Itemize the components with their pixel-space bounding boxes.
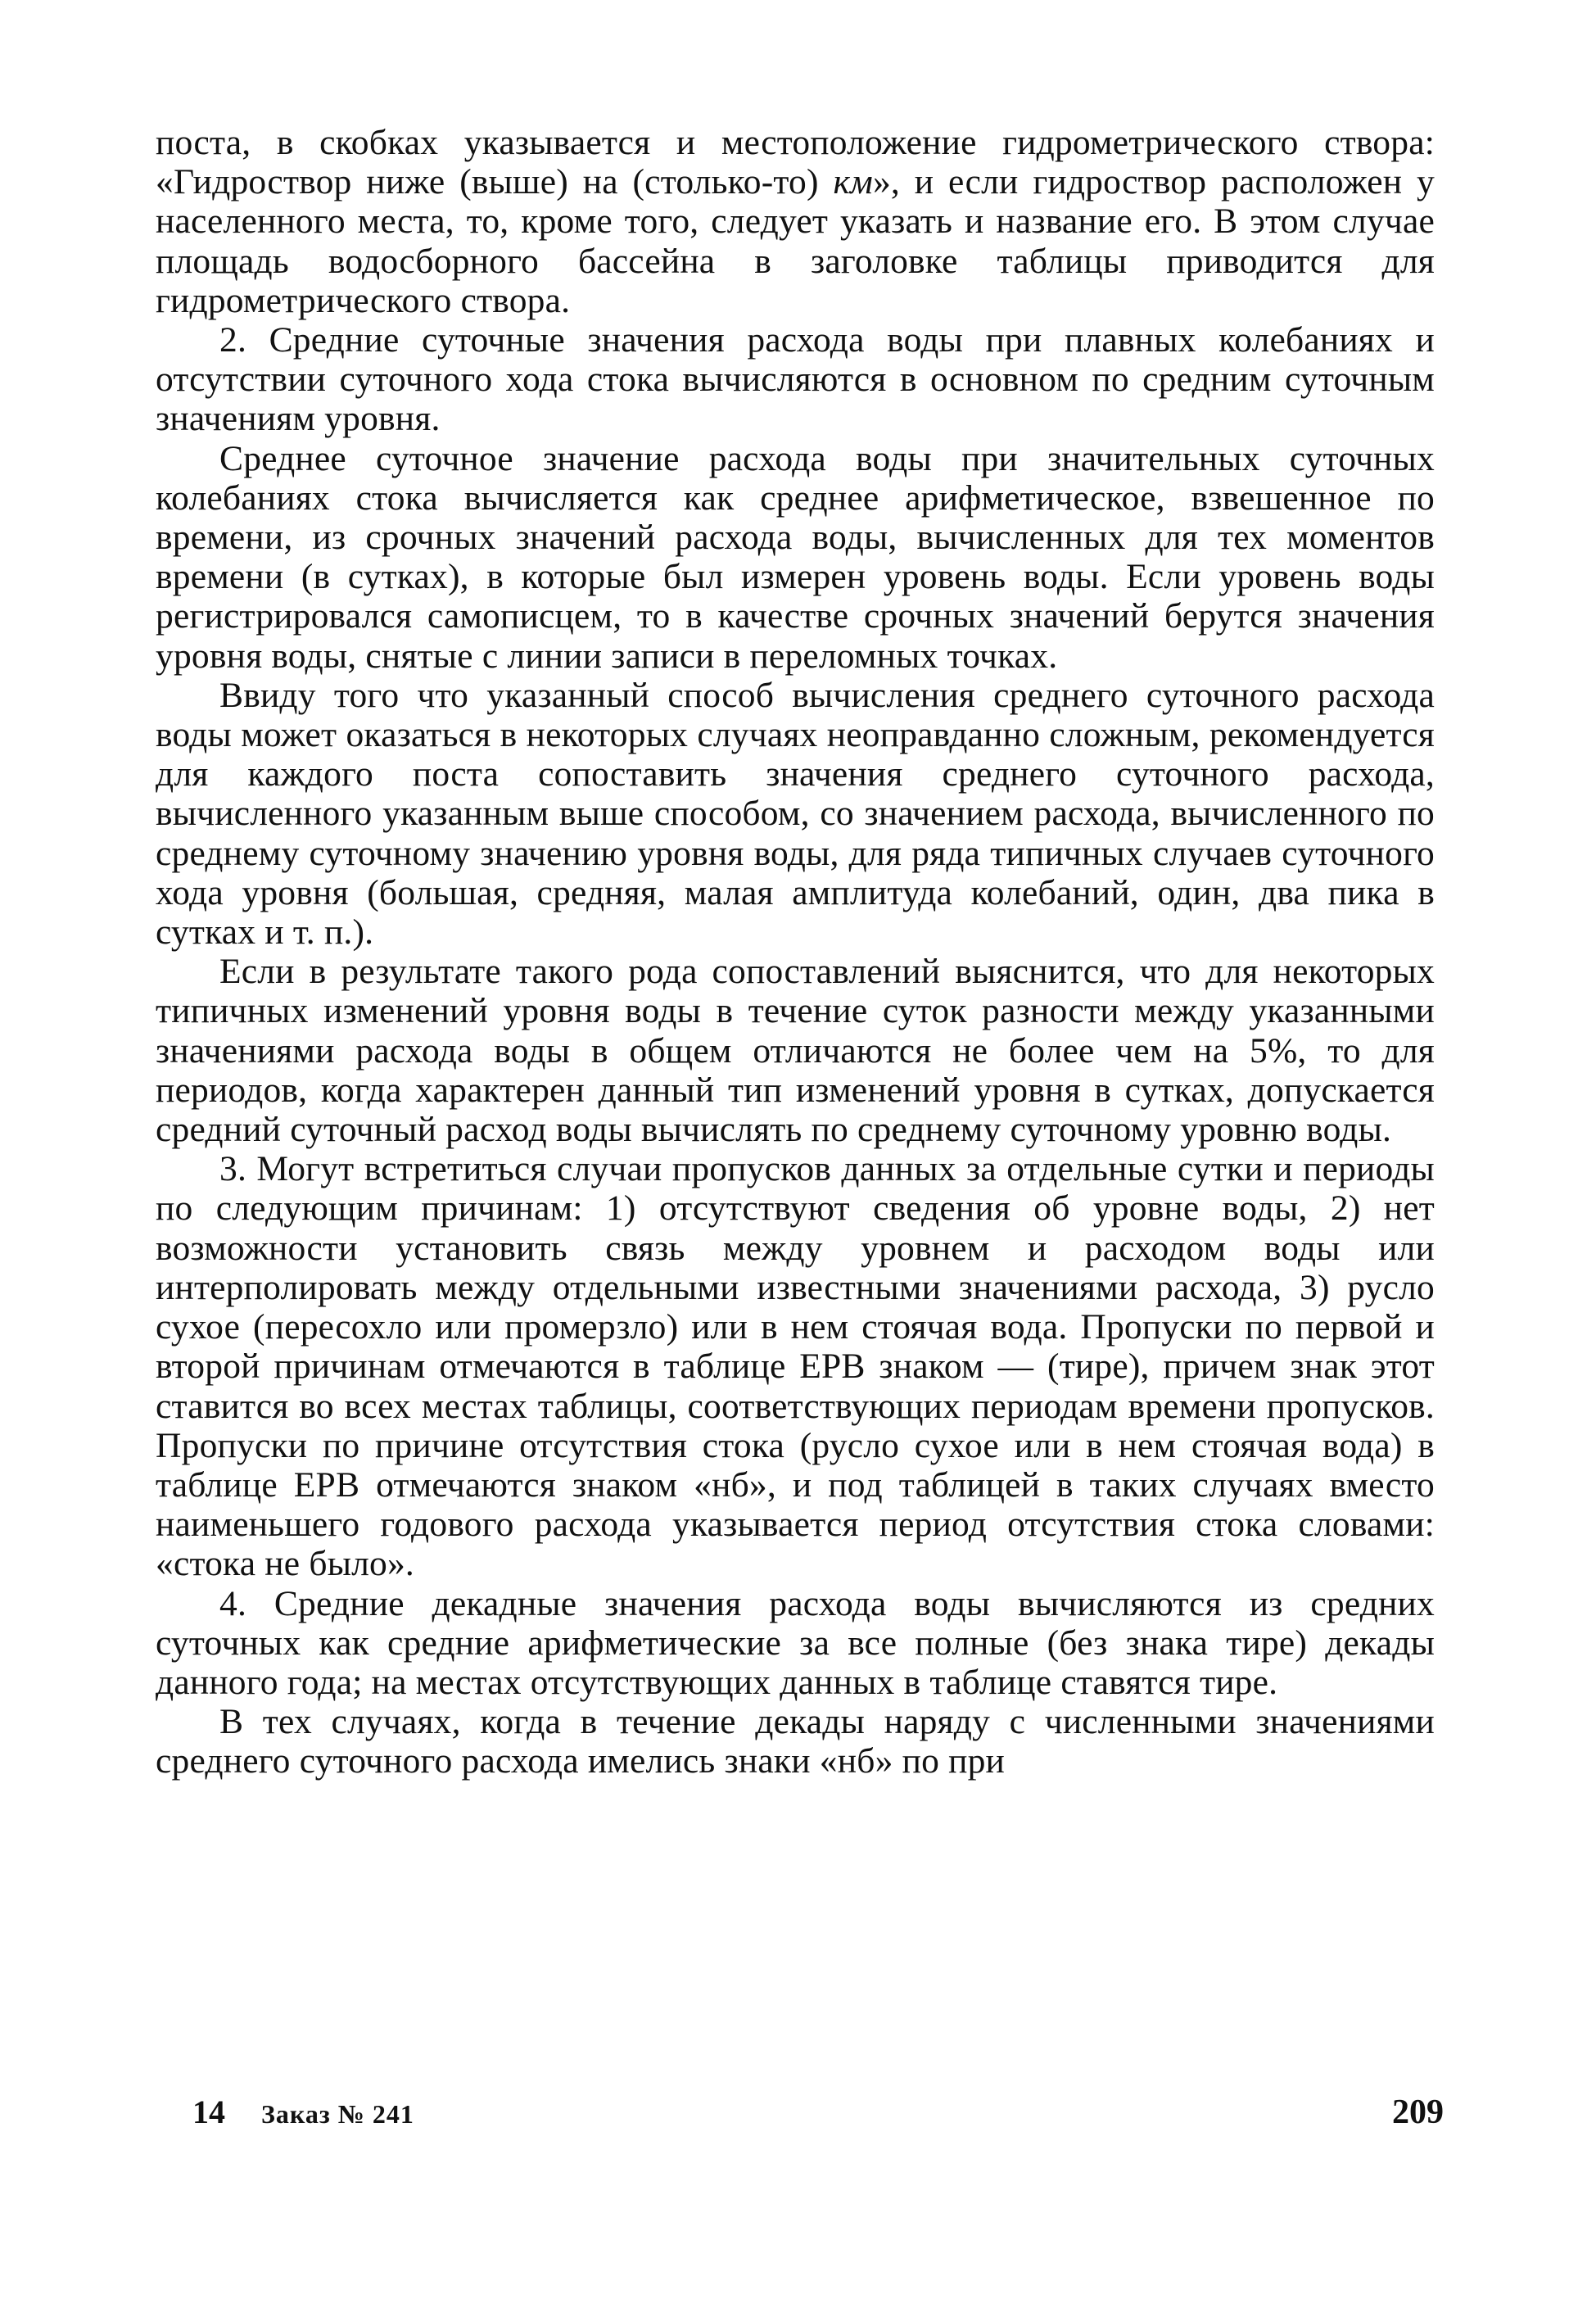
paragraph-comparison: Ввиду того что указанный способ вычисления среднего суточного расхода воды может оказаться в некоторых случаях неоправданно сложным, рекомендуется для каждого поста сопоставить значения среднего суточного расхода, вычисленного указанным выше способом, со значением расхода, вычисленного по среднему суточному значению уровня воды, для ряда типичных случаев суточного хода уровня (большая, средняя, малая амплитуда колебаний, один, два пика в сутках и т. п.).	[156, 675, 1435, 953]
paragraph-item-2: 2. Средние суточные значения расхода воды при плавных колебаниях и отсутствии суточного хода стока вычисляются в основном по средним суточным значениям уровня.	[156, 320, 1435, 439]
print-order-mark: Заказ № 241	[261, 2099, 414, 2129]
signature-number: 14	[192, 2093, 225, 2130]
paragraph-item-3: 3. Могут встретиться случаи пропусков данных за отдельные сутки и периоды по следующим причинам: 1) отсутствуют сведения об уровне воды, 2) нет возможности установить связь между уровнем и расходом воды или интерполировать между отдельными известными значениями расхода, 3) русло сухое (пересохло или промерзло) или в нем стоячая вода. Пропуски по первой и второй причинам отмечаются в таблице ЕРВ знаком — (тире), причем знак этот ставится во всех местах таблицы, соответствующих периодам времени пропусков. Пропуски по причине отсутствия стока (русло сухое или в нем стоячая вода) в таблице ЕРВ отмечаются знаком «нб», и под таблицей в таких случаях вместо наименьшего годового расхода указывается период отсутствия стока словами: «стока не было».	[156, 1149, 1435, 1584]
paragraph-continuation: поста, в скобках указывается и местоположение гидрометрического створа: «Гидроствор ниже (выше) на (столько-то) км», и если гидроствор расположен у населенного места, то, кроме того, следует указать и название его. В этом случае площадь водосборного бассейна в заголовке таблицы приводится для гидрометрического створа.	[156, 123, 1435, 320]
paragraph-decade-cases: В тех случаях, когда в течение декады наряду с численными значениями среднего суточного расхода имелись знаки «нб» по при	[156, 1702, 1435, 1781]
page-body	[156, 123, 1435, 1781]
paragraph-item-4: 4. Средние декадные значения расхода воды вычисляются из средних суточных как средние арифметические за все полные (без знака тире) декады данного года; на местах отсутствующих данных в таблице ставятся тире.	[156, 1583, 1435, 1702]
paragraph-weighted-mean: Среднее суточное значение расхода воды при значительных суточных колебаниях стока вычисляется как среднее арифметическое, взвешенное по времени, из срочных значений расхода воды, вычисленных для тех моментов времени (в сутках), в которые был измерен уровень воды. Если уровень воды регистрировался самописцем, то в качестве срочных значений берутся значения уровня воды, снятые с линии записи в переломных точках.	[156, 438, 1435, 676]
page-footer	[192, 2093, 1444, 2142]
page-number: 209	[1392, 2093, 1444, 2131]
paragraph-five-percent: Если в результате такого рода сопоставлений выяснится, что для некоторых типичных изменений уровня воды в течение суток разности между указанными значениями расхода воды в общем отличаются не более чем на 5%, то для периодов, когда характерен данный тип изменений уровня в сутках, допускается средний суточный расход воды вычислять по среднему суточному уровню воды.	[156, 952, 1435, 1150]
unit-km: км	[833, 162, 873, 202]
